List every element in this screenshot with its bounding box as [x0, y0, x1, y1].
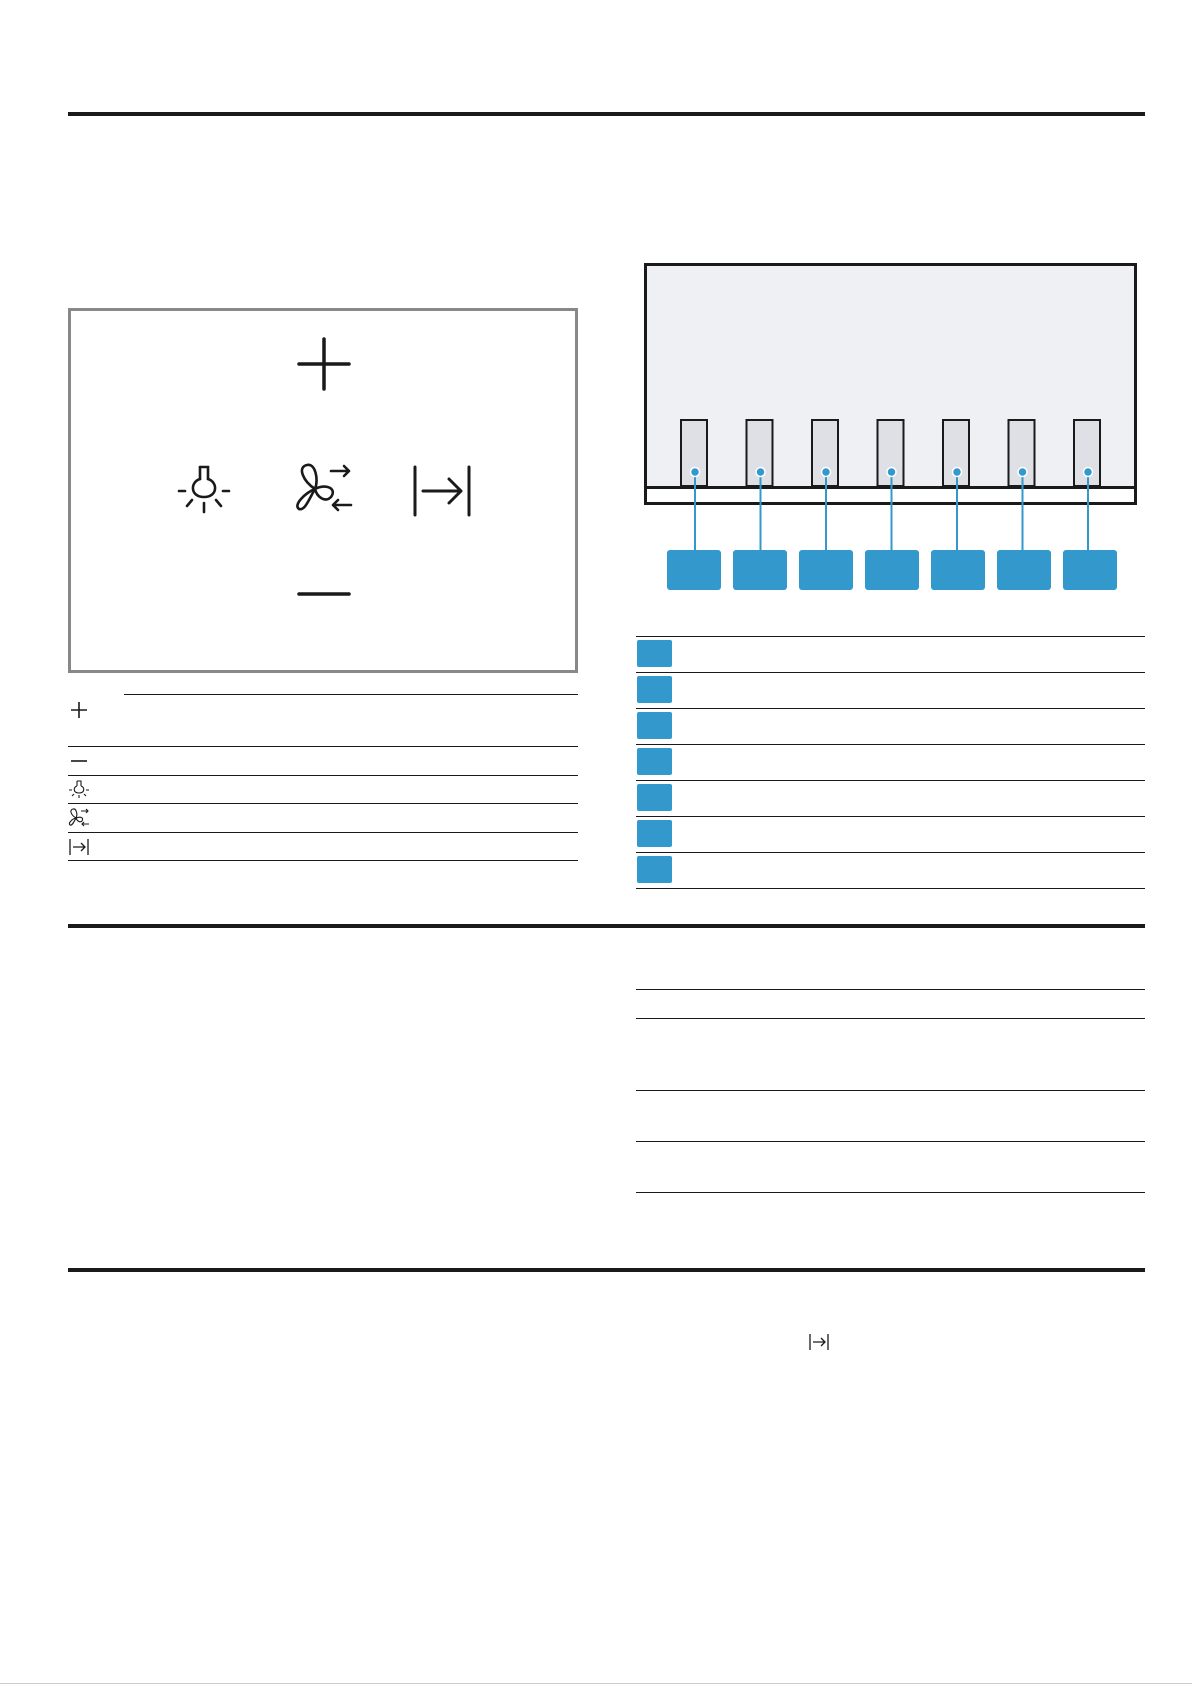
- table-rule: [68, 694, 578, 695]
- callout-number-box: [799, 550, 853, 590]
- callout-number-box: [931, 550, 985, 590]
- callout-dot: [691, 468, 700, 477]
- minus-icon: [68, 750, 90, 772]
- table-rule: [68, 746, 578, 747]
- plus-icon: [68, 699, 90, 721]
- callout-dot: [1084, 468, 1093, 477]
- table-rule: [636, 708, 1145, 709]
- skip-arrow-icon: [808, 1332, 830, 1352]
- callout-dot: [1018, 468, 1027, 477]
- callout-number-box: [1063, 550, 1117, 590]
- table-rule: [636, 989, 1145, 990]
- light-icon: [68, 779, 90, 801]
- callout-dot: [822, 468, 831, 477]
- table-rule: [636, 1018, 1145, 1019]
- display-keys-diagram: [0, 0, 1192, 600]
- legend-number-badge: [637, 640, 672, 667]
- fan-icon: [68, 807, 90, 829]
- callout-dot: [887, 468, 896, 477]
- callout-number-box: [997, 550, 1051, 590]
- callout-number-box: [865, 550, 919, 590]
- legend-number-badge: [637, 820, 672, 847]
- table-rule: [68, 860, 578, 861]
- legend-number-badge: [637, 676, 672, 703]
- callout-dot: [756, 468, 765, 477]
- table-rule: [636, 1192, 1145, 1193]
- table-rule: [636, 672, 1145, 673]
- table-rule: [68, 803, 578, 804]
- table-rule: [636, 636, 1145, 637]
- section-rule: [68, 1268, 1145, 1272]
- legend-number-badge: [637, 748, 672, 775]
- table-rule: [636, 744, 1145, 745]
- table-rule: [636, 852, 1145, 853]
- icon-column-rule: [68, 694, 124, 695]
- table-rule: [636, 1141, 1145, 1142]
- callout-dot: [953, 468, 962, 477]
- table-rule: [68, 832, 578, 833]
- legend-number-badge: [637, 856, 672, 883]
- legend-number-badge: [637, 784, 672, 811]
- table-rule: [636, 888, 1145, 889]
- legend-number-badge: [637, 712, 672, 739]
- callout-number-box: [667, 550, 721, 590]
- callout-number-box: [733, 550, 787, 590]
- section-rule: [68, 924, 1145, 928]
- skip-arrow-icon: [68, 836, 90, 858]
- table-rule: [636, 780, 1145, 781]
- table-rule: [636, 816, 1145, 817]
- table-rule: [636, 1090, 1145, 1091]
- page-bottom-rule: [0, 1683, 1192, 1684]
- table-rule: [68, 775, 578, 776]
